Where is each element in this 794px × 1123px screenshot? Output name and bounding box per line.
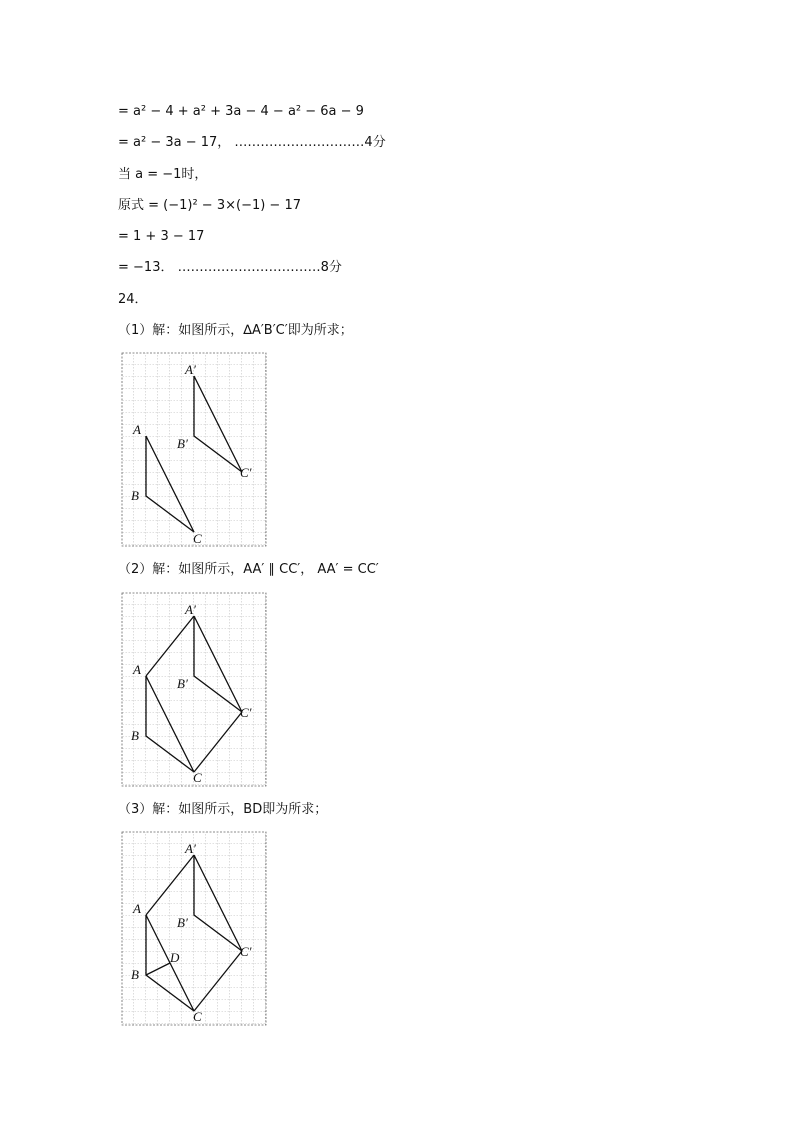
- condition-line: 当 a = −1时，: [118, 167, 208, 182]
- label-c: C: [193, 1009, 202, 1024]
- label-c: C: [193, 770, 202, 785]
- label-b-prime: B′: [177, 676, 188, 691]
- label-b-prime: B′: [177, 436, 188, 451]
- label-b: B: [131, 728, 139, 743]
- label-c-prime: C′: [240, 944, 252, 959]
- result-line: = −13． ……………………………8分: [118, 260, 342, 275]
- part-3-answer: （3）解：如图所示，BD即为所求；: [118, 802, 328, 817]
- label-c: C: [193, 531, 202, 546]
- equation-line-2: = a² − 3a − 17， …………………………4分: [118, 135, 386, 150]
- part-2-answer: （2）解：如图所示，AA′ ∥ CC′， AA′ = CC′: [118, 562, 379, 577]
- label-a-prime: A′: [185, 362, 196, 377]
- problem-number: 24．: [118, 292, 148, 307]
- label-b-prime: B′: [177, 915, 188, 930]
- grid-figure-3: [121, 831, 267, 1026]
- label-a: A: [133, 901, 141, 916]
- substitution-line: 原式 = (−1)² − 3×(−1) − 17: [118, 198, 302, 213]
- label-a-prime: A′: [185, 602, 196, 617]
- label-b: B: [131, 488, 139, 503]
- label-a: A: [133, 662, 141, 677]
- label-a-prime: A′: [185, 841, 196, 856]
- equation-line-1: = a² − 4 + a² + 3a − 4 − a² − 6a − 9: [118, 104, 364, 119]
- label-c-prime: C′: [240, 465, 252, 480]
- equation-line-3: = 1 + 3 − 17: [118, 229, 205, 244]
- label-c-prime: C′: [240, 705, 252, 720]
- label-a: A: [133, 422, 141, 437]
- label-b: B: [131, 967, 139, 982]
- grid-figure-2: [121, 592, 267, 787]
- part-1-answer: （1）解：如图所示，∆A′B′C′即为所求；: [118, 323, 353, 338]
- grid-figure-1: [121, 352, 267, 547]
- label-d: D: [170, 950, 180, 965]
